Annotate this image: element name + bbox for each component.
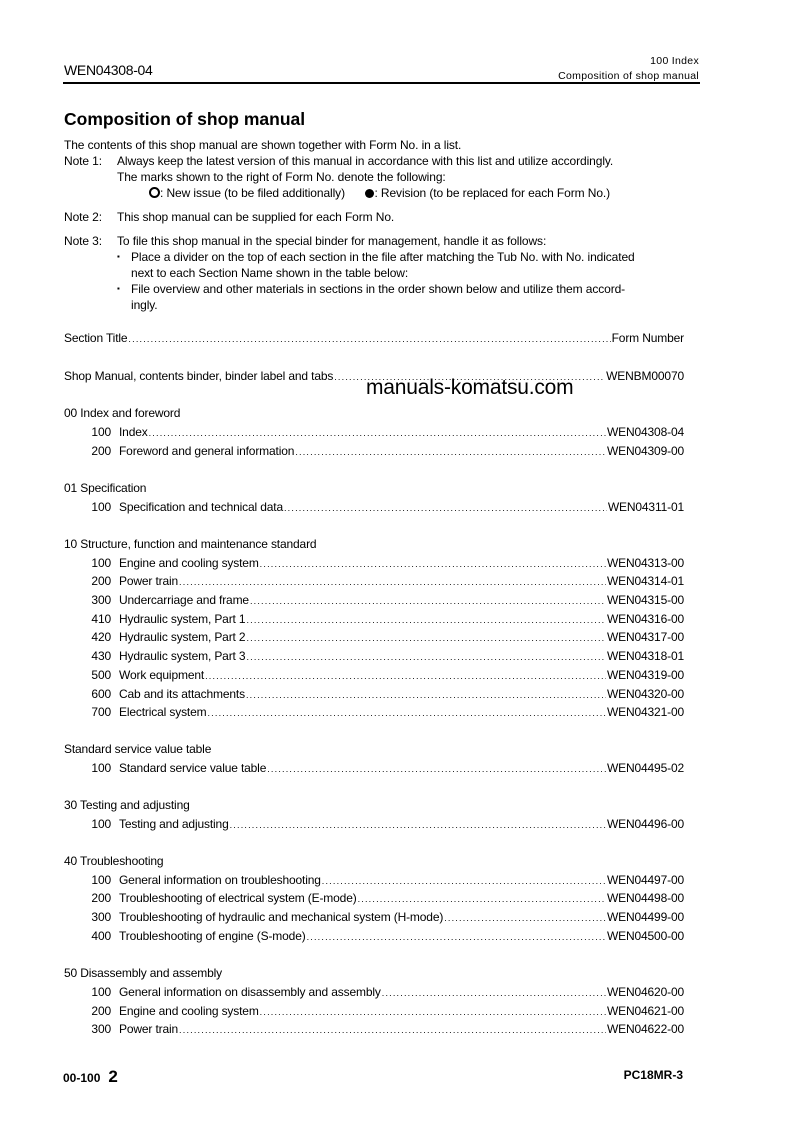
- document-code: WEN04308-04: [64, 62, 153, 78]
- form-number: WEN04316-00: [606, 612, 684, 626]
- leader-dots: [444, 913, 606, 923]
- leader-dots: [260, 1007, 606, 1017]
- leader-dots: [179, 577, 606, 587]
- toc-row: [64, 425, 684, 441]
- page-title: Composition of shop manual: [64, 109, 306, 129]
- item-label: Power train: [119, 1022, 179, 1036]
- form-number: WEN04621-00: [606, 1004, 684, 1018]
- leader-dots: [250, 596, 606, 606]
- header-section: 100 Index: [650, 55, 699, 67]
- item-number: 200: [91, 1004, 111, 1018]
- item-label: General information on disassembly and assembly: [119, 985, 381, 999]
- leader-dots: [207, 708, 605, 718]
- leader-dots: [246, 615, 606, 625]
- section-heading: 10 Structure, function and maintenance standard: [64, 537, 317, 551]
- footer-page: [63, 1067, 118, 1087]
- form-number: WEN04319-00: [606, 668, 684, 682]
- item-number: 400: [91, 929, 111, 943]
- item-number: 430: [91, 649, 111, 663]
- item-label: General information on troubleshooting: [119, 873, 321, 887]
- revision-number: 2: [108, 1067, 118, 1086]
- item-number: 700: [91, 705, 111, 719]
- form-number-header: Form Number: [611, 331, 684, 345]
- toc-row: [64, 873, 684, 889]
- section-title-header: Section Title: [64, 331, 128, 345]
- toc-row: [64, 687, 684, 703]
- note-1-text: Always keep the latest version of this manual in accordance with this list and utilize accordingly.: [117, 154, 614, 168]
- form-number: WEN04315-00: [606, 593, 684, 607]
- leader-dots: [205, 671, 606, 681]
- item-label: Engine and cooling system: [119, 556, 259, 570]
- form-number: WEN04309-00: [606, 444, 684, 458]
- toc-row: [64, 761, 684, 777]
- toc-row: [64, 444, 684, 460]
- item-label: Specification and technical data: [119, 500, 283, 514]
- form-number: WEN04317-00: [606, 630, 684, 644]
- toc-row: [64, 705, 684, 721]
- item-label: Troubleshooting of hydraulic and mechanical system (H-mode): [119, 910, 444, 924]
- item-label: Testing and adjusting: [119, 817, 229, 831]
- item-label: Troubleshooting of engine (S-mode): [119, 929, 306, 943]
- item-label: Electrical system: [119, 705, 207, 719]
- note-2-text: This shop manual can be supplied for each Form No.: [117, 210, 395, 224]
- toc-row: [64, 1004, 684, 1020]
- toc-row: [64, 985, 684, 1001]
- item-number: 200: [91, 891, 111, 905]
- form-number: WEN04500-00: [606, 929, 684, 943]
- form-number: WEN04320-00: [606, 687, 684, 701]
- section-heading: Standard service value table: [64, 742, 212, 756]
- item-label: Work equipment: [119, 668, 205, 682]
- leader-dots: [295, 447, 606, 457]
- leader-dots: [128, 334, 610, 344]
- item-label: Cab and its attachments: [119, 687, 245, 701]
- note-3-label: Note 3:: [64, 234, 102, 248]
- leader-dots: [382, 988, 606, 998]
- toc-row: [64, 929, 684, 945]
- item-label: Hydraulic system, Part 2: [119, 630, 246, 644]
- form-number: WEN04313-00: [606, 556, 684, 570]
- item-label: Foreword and general information: [119, 444, 295, 458]
- item-number: 200: [91, 574, 111, 588]
- item-number: 100: [91, 817, 111, 831]
- bullet-icon: ▪: [117, 284, 120, 293]
- toc-row: [64, 649, 684, 665]
- item-label: Hydraulic system, Part 1: [119, 612, 246, 626]
- item-number: 420: [91, 630, 111, 644]
- section-heading: 00 Index and foreword: [64, 406, 181, 420]
- leader-dots: [230, 820, 606, 830]
- item-number: 410: [91, 612, 111, 626]
- leader-dots: [307, 932, 606, 942]
- toc-row: [64, 910, 684, 926]
- binder-label: Shop Manual, contents binder, binder label and tabs: [64, 369, 334, 383]
- form-number: WEN04622-00: [606, 1022, 684, 1036]
- item-number: 100: [91, 873, 111, 887]
- page-code: 00-100: [63, 1071, 101, 1085]
- item-label: Engine and cooling system: [119, 1004, 259, 1018]
- item-number: 100: [91, 425, 111, 439]
- leader-dots: [179, 1025, 606, 1035]
- item-number: 300: [91, 593, 111, 607]
- bullet-1-line-1: Place a divider on the top of each section in the file after matching the Tub No. with No. indicated: [131, 250, 635, 264]
- leader-dots: [322, 876, 606, 886]
- toc-header-row: [64, 331, 684, 347]
- leader-dots: [246, 652, 606, 662]
- bullet-2-line-2: ingly.: [131, 298, 158, 312]
- toc-row: [64, 612, 684, 628]
- bullet-1-line-2: next to each Section Name shown in the table below:: [131, 266, 409, 280]
- item-label: Standard service value table: [119, 761, 267, 775]
- mark-revision-text: : Revision (to be replaced for each Form No.): [374, 186, 611, 200]
- toc-row: [64, 668, 684, 684]
- form-number: WEN04321-00: [606, 705, 684, 719]
- note-1-label: Note 1:: [64, 154, 102, 168]
- intro-text: The contents of this shop manual are shown together with Form No. in a list.: [64, 138, 462, 152]
- item-number: 500: [91, 668, 111, 682]
- item-label: Power train: [119, 574, 179, 588]
- note-1-line-2: The marks shown to the right of Form No. denote the following:: [117, 170, 446, 184]
- form-number: WEN04499-00: [606, 910, 684, 924]
- item-number: 100: [91, 500, 111, 514]
- section-heading: 30 Testing and adjusting: [64, 798, 190, 812]
- toc-row: [64, 574, 684, 590]
- item-number: 100: [91, 761, 111, 775]
- bullet-icon: ▪: [117, 252, 120, 261]
- binder-form-number: WENBM00070: [606, 369, 684, 383]
- form-number: WEN04495-02: [606, 761, 684, 775]
- mark-new-text: : New issue (to be filed additionally): [160, 186, 345, 200]
- leader-dots: [260, 559, 606, 569]
- section-heading: 40 Troubleshooting: [64, 854, 164, 868]
- toc-row: [64, 593, 684, 609]
- form-number: WEN04308-04: [606, 425, 684, 439]
- leader-dots: [246, 690, 606, 700]
- leader-dots: [149, 428, 606, 438]
- note-3-text: To file this shop manual in the special binder for management, handle it as follows:: [117, 234, 547, 248]
- model-name: PC18MR-3: [623, 1068, 683, 1082]
- leader-dots: [358, 894, 606, 904]
- item-number: 200: [91, 444, 111, 458]
- item-label: Undercarriage and frame: [119, 593, 249, 607]
- form-number: WEN04318-01: [606, 649, 684, 663]
- bullet-2-line-1: File overview and other materials in sections in the order shown below and utilize them accord-: [131, 282, 626, 296]
- toc-row: [64, 500, 684, 516]
- watermark: manuals-komatsu.com: [366, 376, 574, 399]
- section-heading: 01 Specification: [64, 481, 147, 495]
- leader-dots: [246, 633, 606, 643]
- form-number: WEN04311-01: [607, 500, 684, 514]
- form-number: WEN04620-00: [606, 985, 684, 999]
- item-number: 300: [91, 1022, 111, 1036]
- item-number: 100: [91, 556, 111, 570]
- item-label: Index: [119, 425, 148, 439]
- item-number: 600: [91, 687, 111, 701]
- toc-row: [64, 630, 684, 646]
- form-number: WEN04498-00: [606, 891, 684, 905]
- toc-row: [64, 891, 684, 907]
- section-heading: 50 Disassembly and assembly: [64, 966, 223, 980]
- form-number: WEN04497-00: [606, 873, 684, 887]
- note-2-label: Note 2:: [64, 210, 102, 224]
- header-subsection: Composition of shop manual: [558, 70, 699, 82]
- item-label: Troubleshooting of electrical system (E-mode): [119, 891, 357, 905]
- item-label: Hydraulic system, Part 3: [119, 649, 246, 663]
- leader-dots: [284, 503, 607, 513]
- item-number: 300: [91, 910, 111, 924]
- leader-dots: [267, 764, 606, 774]
- form-number: WEN04314-01: [606, 574, 684, 588]
- toc-table: [64, 0, 684, 1123]
- toc-row: [64, 817, 684, 833]
- form-number: WEN04496-00: [606, 817, 684, 831]
- item-number: 100: [91, 985, 111, 999]
- toc-row: [64, 556, 684, 572]
- toc-row: [64, 1022, 684, 1038]
